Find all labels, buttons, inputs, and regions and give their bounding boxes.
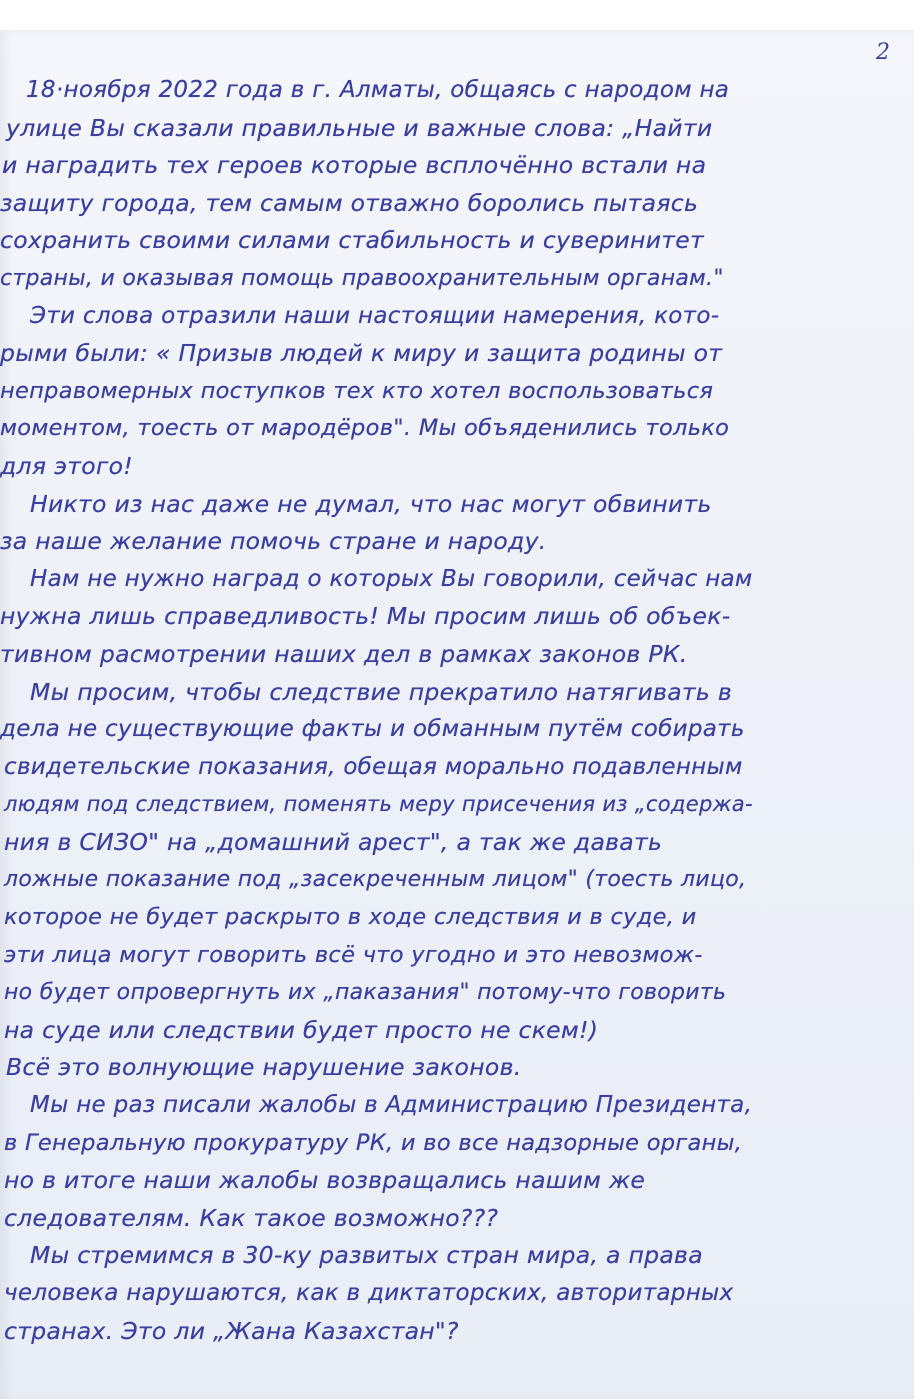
- letter-line: в Генеральную прокуратуру РК, и во все надзорные органы,: [4, 1129, 743, 1156]
- letter-line: рыми были: « Призыв людей к миру и защита родины от: [0, 339, 723, 368]
- letter-line: Эти слова отразили наши настоящии намерения, кото-: [30, 302, 720, 329]
- letter-line: тивном расмотрении наших дел в рамках законов РК.: [0, 639, 688, 668]
- letter-line: которое не будет раскрыто в ходе следствия и в суде, и: [4, 904, 697, 931]
- letter-line: Никто из нас даже не думал, что нас могут обвинить: [30, 489, 712, 518]
- letter-line: эти лица могут говорить всё что угодно и это невозмож-: [4, 941, 703, 968]
- letter-line: на суде или следствии будет просто не скем!): [4, 1015, 599, 1044]
- letter-line: но в итоге наши жалобы возвращались нашим же: [4, 1166, 646, 1195]
- letter-line: страны, и оказывая помощь правоохранительным органам.": [0, 265, 724, 291]
- letter-line: Мы стремимся в 30-ку развитых стран мира, а права: [30, 1241, 703, 1270]
- page-number: 2: [876, 40, 890, 65]
- letter-line: для этого!: [0, 451, 133, 480]
- letter-line: защиту города, тем самым отважно боролись пытаясь: [0, 188, 699, 217]
- letter-line: сохранить своими силами стабильность и суверинитет: [0, 226, 705, 255]
- letter-line: странах. Это ли „Жана Казахстан"?: [4, 1316, 459, 1345]
- letter-line: но будет опровергнуть их „паказания" потому-что говорить: [4, 980, 727, 1006]
- letter-line: дела не существующие факты и обманным путём собирать: [0, 716, 745, 743]
- letter-line: моментом, тоесть от мародёров". Мы объяденились только: [0, 415, 730, 442]
- letter-line: ния в СИЗО" на „домашний арест", а так же давать: [4, 827, 663, 856]
- letter-line: следователям. Как такое возможно???: [4, 1203, 499, 1232]
- page-top-margin: [0, 0, 914, 30]
- letter-line: человека нарушаются, как в диктаторских, авторитарных: [4, 1280, 734, 1306]
- letter-line: за наше желание помочь стране и народу.: [0, 527, 547, 556]
- letter-line: 18·ноября 2022 года в г. Алматы, общаясь с народом на: [26, 77, 730, 103]
- letter-line: Мы просим, чтобы следствие прекратило натягивать в: [30, 677, 732, 706]
- letter-line: ложные показание под „засекреченным лицом" (тоесть лицо,: [4, 867, 747, 893]
- letter-line: Нам не нужно наград о которых Вы говорили, сейчас нам: [30, 565, 753, 592]
- letter-line: и наградить тех героев которые всплочённо встали на: [2, 151, 707, 180]
- letter-line: людям под следствием, поменять меру присечения из „содержа-: [4, 792, 753, 817]
- letter-line: свидетельские показания, обещая морально подавленным: [4, 753, 743, 780]
- letter-line: Мы не раз писали жалобы в Администрацию Президента,: [30, 1092, 753, 1119]
- letter-page: [0, 30, 914, 1399]
- letter-line: неправомерных поступков тех кто хотел воспользоваться: [0, 377, 714, 404]
- letter-body: [0, 72, 906, 1350]
- letter-line: улице Вы сказали правильные и важные слова: „Найти: [6, 113, 713, 142]
- letter-line: нужна лишь справедливость! Мы просим лишь об объек-: [0, 602, 731, 631]
- letter-line: Всё это волнующие нарушение законов.: [6, 1053, 522, 1082]
